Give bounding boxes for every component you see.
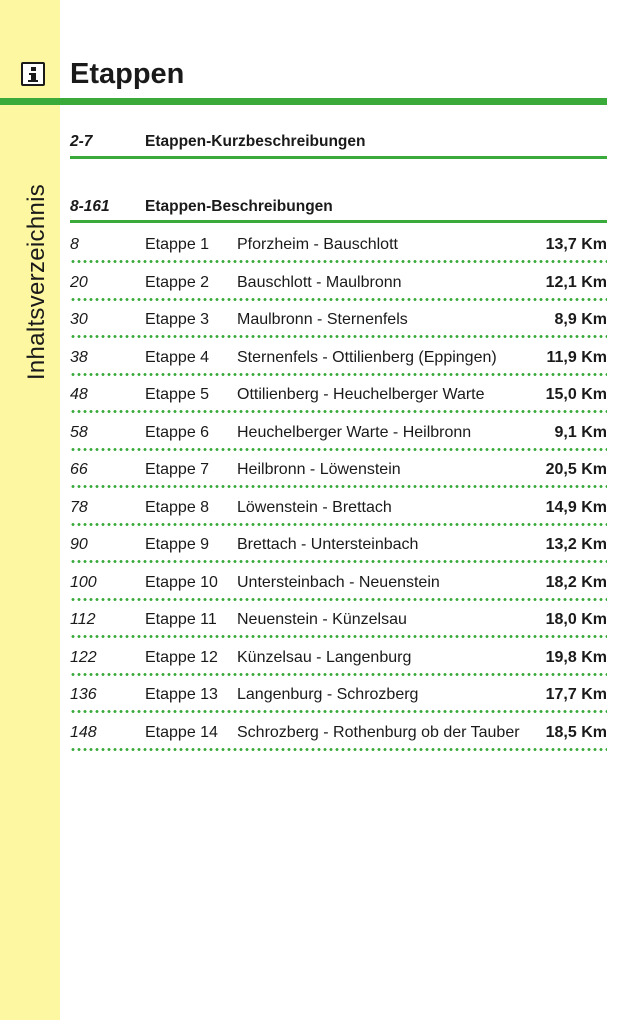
stage-route: Maulbronn - Sternenfels	[237, 311, 408, 328]
dotted-divider	[70, 673, 607, 676]
stage-route: Heuchelberger Warte - Heilbronn	[237, 423, 472, 441]
stage-number: Etappe 12	[145, 648, 218, 666]
sidebar	[0, 0, 60, 1020]
stage-page-number: 66	[70, 461, 88, 478]
stage-distance: 20,5 Km	[545, 461, 607, 478]
page-title: Etappen	[70, 58, 185, 90]
stage-row[interactable]	[70, 270, 607, 308]
stage-page-number: 136	[70, 686, 97, 703]
stage-row[interactable]	[70, 457, 607, 495]
dotted-divider	[70, 410, 607, 413]
stage-page-number: 148	[70, 723, 97, 741]
stage-distance: 12,1 Km	[545, 273, 607, 291]
dotted-divider	[70, 710, 607, 713]
stage-page-number: 38	[70, 348, 88, 366]
stage-distance: 9,1 Km	[554, 423, 607, 441]
stage-number: Etappe 6	[145, 423, 210, 441]
stage-route: Löwenstein - Brettach	[237, 498, 392, 516]
stage-row[interactable]	[70, 570, 607, 608]
stage-route: Künzelsau - Langenburg	[237, 648, 412, 666]
stage-distance: 13,2 Km	[545, 536, 607, 553]
stage-row[interactable]	[70, 532, 607, 570]
stage-route: Sternenfels - Ottilienberg (Eppingen)	[237, 348, 497, 366]
stage-number: Etappe 14	[145, 723, 218, 741]
stage-page-number: 122	[70, 648, 97, 666]
stage-distance: 13,7 Km	[545, 236, 607, 253]
stage-route: Langenburg - Schrozberg	[237, 686, 419, 703]
stage-row[interactable]	[70, 307, 607, 345]
dotted-divider	[70, 260, 607, 263]
stage-row[interactable]	[70, 232, 607, 270]
stage-route: Pforzheim - Bauschlott	[237, 236, 398, 253]
title-divider	[0, 98, 607, 105]
section-page-range: 8-161	[70, 198, 110, 215]
stage-number: Etappe 8	[145, 498, 210, 516]
stage-route: Schrozberg - Rothenburg ob der Tauber	[237, 723, 520, 741]
sidebar-label: Inhaltsverzeichnis	[23, 183, 50, 381]
section-divider	[70, 156, 607, 159]
stage-page-number: 58	[70, 423, 88, 441]
stage-page-number: 78	[70, 498, 88, 516]
section-divider	[70, 220, 607, 223]
stage-row[interactable]	[70, 345, 607, 383]
stage-distance: 11,9 Km	[546, 348, 607, 366]
stage-number: Etappe 7	[145, 461, 210, 478]
stage-distance: 18,5 Km	[545, 723, 607, 741]
stage-page-number: 30	[70, 311, 88, 328]
stage-number: Etappe 13	[145, 686, 218, 703]
stage-route: Untersteinbach - Neuenstein	[237, 573, 440, 591]
dotted-divider	[70, 598, 607, 601]
dotted-divider	[70, 748, 607, 751]
section-title: Etappen-Beschreibungen	[145, 198, 333, 215]
stage-number: Etappe 2	[145, 273, 210, 291]
stage-row[interactable]	[70, 607, 607, 645]
dotted-divider	[70, 448, 607, 451]
stage-page-number: 100	[70, 573, 97, 591]
section-page-range: 2-7	[70, 133, 93, 150]
stage-row[interactable]	[70, 720, 607, 758]
stage-row[interactable]	[70, 495, 607, 533]
stage-row[interactable]	[70, 645, 607, 683]
stage-distance: 18,2 Km	[545, 573, 607, 591]
stage-number: Etappe 11	[145, 611, 217, 628]
stage-number: Etappe 9	[145, 536, 210, 553]
stage-row[interactable]	[70, 682, 607, 720]
stage-page-number: 8	[70, 236, 79, 253]
dotted-divider	[70, 635, 607, 638]
stage-route: Brettach - Untersteinbach	[237, 536, 419, 553]
stage-distance: 15,0 Km	[545, 386, 607, 403]
stage-page-number: 112	[70, 611, 96, 628]
stage-route: Bauschlott - Maulbronn	[237, 273, 402, 291]
stage-row[interactable]	[70, 420, 607, 458]
stage-route: Neuenstein - Künzelsau	[237, 611, 407, 628]
stage-row[interactable]	[70, 382, 607, 420]
stage-number: Etappe 10	[145, 573, 218, 591]
stage-distance: 17,7 Km	[545, 686, 607, 703]
dotted-divider	[70, 523, 607, 526]
stage-number: Etappe 1	[145, 236, 210, 253]
dotted-divider	[70, 485, 607, 488]
stage-page-number: 90	[70, 536, 88, 553]
stage-page-number: 48	[70, 386, 88, 403]
info-icon	[21, 62, 45, 86]
stage-number: Etappe 4	[145, 348, 210, 366]
section-short-descriptions	[70, 130, 607, 154]
dotted-divider	[70, 298, 607, 301]
stage-distance: 19,8 Km	[545, 648, 607, 666]
stage-list	[70, 232, 607, 757]
stage-page-number: 20	[70, 273, 88, 291]
stage-distance: 18,0 Km	[545, 611, 607, 628]
section-title: Etappen-Kurzbeschreibungen	[145, 133, 366, 150]
stage-distance: 8,9 Km	[554, 311, 607, 328]
stage-route: Ottilienberg - Heuchelberger Warte	[237, 386, 485, 403]
stage-distance: 14,9 Km	[545, 498, 607, 516]
section-descriptions	[70, 195, 607, 219]
dotted-divider	[70, 560, 607, 563]
stage-number: Etappe 5	[145, 386, 210, 403]
stage-route: Heilbronn - Löwenstein	[237, 461, 401, 478]
stage-number: Etappe 3	[145, 311, 210, 328]
dotted-divider	[70, 373, 607, 376]
dotted-divider	[70, 335, 607, 338]
